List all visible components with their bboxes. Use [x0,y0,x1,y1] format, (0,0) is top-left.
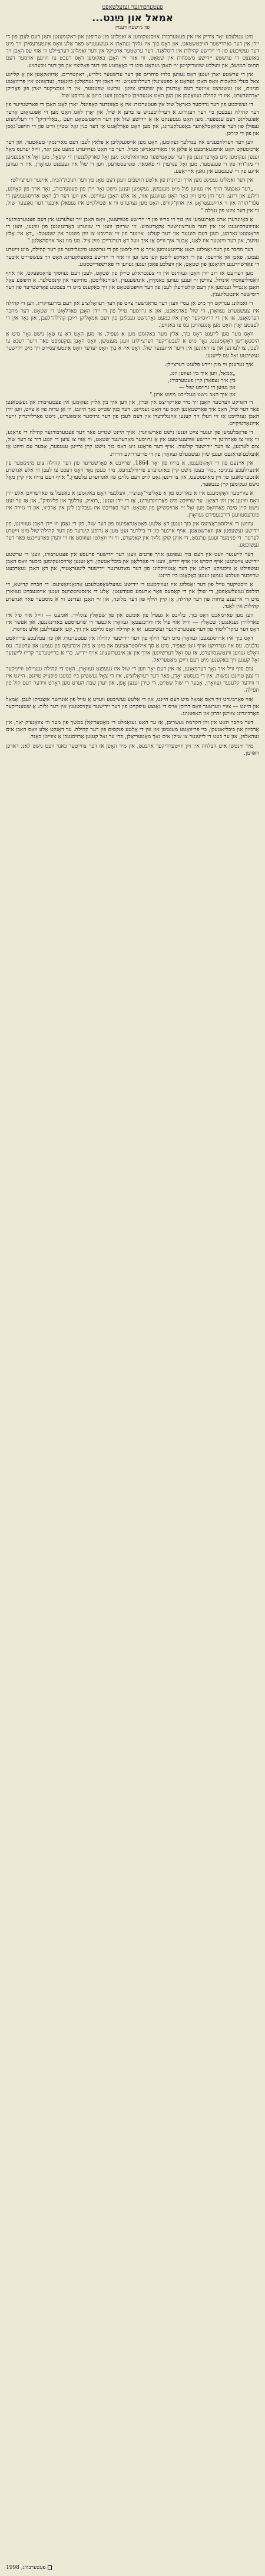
paragraph: צום סוף וויל איך נאָך דערמאָנען, אַז אין דעם יאָר ווען די שול איז געעפנט געוואָרן, האָט די קהילה געציילט ווייניקער ווי צען טויזנט נפשות. אין די בעסטע יאָרן, פאַר דער רעוואָלוציע, איז די צאָל געשטיגן ביז כמעט פופציק טויזנט. היינט איז זי ווידער קלענער געוואָרן, אָבער די שול שטייט, די טירן זענען אָפן, און יעדן שבת הערט מען דאָרט ווידער דעם קול פון תּפֿילה. [6,665,259,694]
paragraph: אין דער זאַמלונג געפינט מען אויך זכרונות פון אַלטע תּושבֿים וועגן דעם טאָג פון דער חנוכת־הבית. איינער דערציילט: [11,176,253,183]
paragraph: אַ צווייטער דאָקומענט איז אַ באַריכט פון אַ פּאָליציי־אָפיציר, וועלכער האָט באַקומען אַ באַפעל צו פאַרשרײַבן אַלע יידן וואָס וווינען אין זײַן ראַיאָן. ער שרײַבט מיט פאַרוווּנדערונג, אַז די יידן זענען ,,רואיק, ערלעך און פלײַסיק", און אַז ער זעט נישט קיין סיבה פאַרוואָס מען זאָל זיי אַרויסשיקן פון שטאָט. דער באַריכט איז געבליבן ליגן אין אַרכיוו, און די גזירה איז פונדעסטוועגן דורכגעפירט געוואָרן. [6,490,259,518]
paragraph: מען דערזעט אַז רוב יידן האָבן געוווינט אין די צענטראַלע טיילן פון שטאָט, לעבן דעם נעווסקי פּראָספּעקט, און אויף וואַסיליעווסקי אינדזל. צווישן זיי זענען געווען באַנקירן, אינזשענערן, זשורנאַליסטן, מוזיקער און קינסטלער. אַ היפּשע צאָל האָבן אָנטייל גענומען אין דעם קולטורעלן לעבן פון דער הויפּטשטאָט און זיך באַקענט מיט די בעסטע פאָרשטייער פון דער רוסישער אינטעליגענץ. [6,269,259,298]
paragraph: דער מחבר פון דער זאַמלונג האָט אַרײַנגענומען אויך אַ ריי ליסטן פון די ערשטע מיטגלידער פון דער קהילה, מיט זייערע נעמען, פאַכן און אַדרעסן. פון די דאָזיקע ליסטן קען מען זען ווי אַזוי די יידישע באַפעלקערונג האָט זיך צעשפּרייט איבער די פאַרשיידענע ראַיאָנען פון שטאָט, און וועלכע פאַכן זענען געווען די פאַרשפּרייטסטע. [6,246,259,268]
paragraph: וואָס מער מען לייענט דאָס בוך, אַלץ מער באַקומט מען אַ געפיל, אַז מען האָט דאָ צו טאָן נישט נאָר מיט אַ היסטאָרישן דאָקומענט, נאָר מיט אַ לעבעדיקער דערציילונג וועגן מענטשן, וואָס האָבן געקעמפט פאַר זייער רעכט צו לעבן, צו לערנען און צו דאַוונען אין זייער אייגענער שול. דאָס איז אַ בוך וואָס יעדער וואָס אינטערעסירט זיך מיט יידישער געשיכטע זאָל עס לייענען. [6,331,259,359]
paragraph: מיט עטלעכע יאָר צוריק איז אין פעטערבורג אויסגעקומען א זאמלונג פון שריפטן און דאקומענטן וועגן דעם לעבן פון די יידן אין דער נארדישער הויפטשטאט, און דאָס בוך איז גלײַך געוואָרן א געשעעניש פאַר אַלע וואָס אינטערעסירן זיך מיט דער געשיכטע פון די יידישע קהילות אין רוסלאַנד. דער ערשטער אַרטיקל אין דער זאַמלונג דערציילט ווי אַזוי עס האָבן זיך באַזעצט די ערשטע יידישע משפּחות אין שטאָט, ווי אַזוי זיי האָבן באַקומען דאָס רעכט צו וווינען אויסער דעם תּחום־המושבֿ, און וועלכע שוועריקייטן זיי האָבן געהאַט מיט די באַאַמטע פון דער פּאָליציי און פון דער גובערניע. [6,34,259,69]
paragraph: מיר ווינטשן אים הצלחה אין זײַן ווײַטערדיקער אַרבעט, און מיר האָפן אַז דער צווייטער באַנד וועט נישט לאַנג דאַרפן וואַרטן. [6,742,259,756]
paragraph: צווישן די אילוסטראַציעס אין בוך זענען דאָ אַלטע פאָטאָגראַפיעס פון דער שול, פון די גאַסן וווּ יידן האָבן געוווינט, פון יידישע געשעפטן און וואַרשטאַטן. אויף איינער פון די בילדער זעט מען אַ גרופּע קינדער פון דער קהילה־שול מיט זייערע לערער. די פּנימער זענען ערנסט, די אויגן קוקן גלײַך אין קאַמערע, ווי זיי וואָלטן געוווּסט אַז זיי ווערן פאַרצייכנט פאַר דער געשיכטע. [6,521,259,549]
paragraph: „דער גאַנצער הויף איז געווען פול מיט מענטשן. געקומען זענען נישט נאָר יידן פון פעטערבורג, נאָר אויך פון קאָוונע, ווילנע און ריגע. דער חזן מיט זײַן כאָר האָט געזונגען אַזוי, אַז אַלע האָבן געוויינט. און ווען דער רבֿ האָט אַרויסגענומען די ספֿר־תּורה און זי אַרײַנגעטראָגן אין ארון־קודש, האָט מען געהערט ווי אַ שטילקייט איז געפאַלן איבער דער גאַנצער שול, ווי אין דער צײַט פון נעילה." [6,186,259,214]
paragraph: דאָס בוך איז אַרויסגעגעבן געוואָרן מיט דער הילף פון דער יידישער קהילה אין פעטערבורג און פון עטלעכע פּריוואַטע נדבֿנים. עס איז געדרוקט אויף גוטן פּאַפּיר, מיט אַ סך אילוסטראַציעס און מיט אַ פולן אינדעקס פון נעמען און ערטער. עס וואָלט געווען ווינטשנסווערט, אַז עס זאָל דערשײַנען אויך אין אַן איבערזעצונג אויף יידיש, כּדי אַ ברייטערער קרייז לייענער זאָל קענען זיך באַקענען מיט דעם רײַכן מאַטעריאַל. [6,635,259,663]
section-label: פעטערבורגער געזעלשאפט [102,4,163,11]
article-footer [6,2564,52,2571]
paragraph: אַ וויכטיקער טייל פון דער זאַמלונג איז געווידמעט די יידישע געזעלשאַפטלעכע אָרגאַניזאַציעס: די חבֿרה קדישא, די הילפס־געזעלשאַפטן, די שולן און די קאַסעס פאַר אָרעמע סטודענטן. אַלע די אינסטיטוציעס זענען אויפגעבויט געוואָרן מיט די אייגענע כּוחות פון דער קהילה, אָן קיין הילף פון דער מלוכה, און זיי האָבן געדינט ווי אַ מוסטער פאַר אַנדערע קהילות אין לאַנד. [6,581,259,610]
footer-text: פעטערבורג, 1998 [6,2565,46,2571]
paragraph: ווען מען פאַרמאַכט דאָס בוך, בלײַבט אַ געפיל פון אומעט און פון שטאָלץ צוגלײַך. אומעט — ווײַל אַזוי פיל איז פאַרלוירן געגאַנגען; שטאָלץ — ווײַל אַזוי פיל איז דורכגעטאָן געוואָרן אונטער די שווערסטע באַדינגונגען. און אפשר איז דאָס דער עיקר־לימוד פון דער פעטערבורגער געשיכטע: אַז אַ קהילה וואָס גלייבט אין זיך, קען איבערלעבן אַלע נסיונות. [6,611,259,633]
paragraph: אין איינעם פון די דאָקומענטן, אַ בריוו פון יאָר 1864, שרײַבט אַ פאָרשטייער פון דער קהילה צום מיניסטער פון אינערלעכע ענינים: „מיר בעטן נישט קיין באַזונדערע פּריווילעגיעס, מיר בעטן נאָר דאָס רעכט צו לעבן ווי אַלע אַנדערע אונטערטאַנען פון זײַן מאַיעסטעט, און צו דינען גאָט לויט דעם גלויבן פון אונדזערע עלטערן." אויף דעם בריוו איז קיין מאָל נישט געקומען קיין ענטפער. [6,459,259,488]
paragraph: אַ באַזונדערן אָרט פאַרנעמען אין בוך די בריוו פון די יידישע סטודענטן, וואָס האָבן זיך געלערנט אין דעם פעטערבורגער אוניווערסיטעט און אין דער מעדיצינישער אַקאַדעמיע. זיי שרײַבן וועגן די שווערע באַדינגונגען פון וווינען, וועגן די פּראָצענט־נאָרמע, וועגן דעם הונגער און דער קעלט. איינער פון זיי שרײַבט צו זײַן מוטער אין שטעטל: „דאָ איז אַלץ טײַער, און דער ווינטער איז לאַנג, אָבער איך ווייס אַז איך וועל דאָ דערגרייכן מײַן ציל. מע מוז נאָר אויסהאַלטן." [6,216,259,245]
paragraph: אַזוי פאַרבינדט זיך דאָס אַמאָל מיט דעם היינט, און די אַלטע געשיכטע ווערט אַ טייל פון אונדזער איצטיקן לעבן. אַמאָל און היינט — צוויי ווערטער וואָס דריקן אויס די גאַנצע טיפקייט פון דער יידישער עקזיסטענץ אין דער גלות: אַ שטענדיקער פאַרבינדונג צווישן זכּרון און האָפענונג. [6,696,259,717]
paragraph: די דאָזיקע ווערטער האָבן זיך מיר פאַרקריצט אין זכּרון, און ווען איך בין אַליין געקומען אין פעטערבורג און געשטאַנען פאַר דער שול, האָב איך פאַרשטאַנען וואָס ער האָט געמיינט. דער בנין שטייט נאָך היינט, ווי אַן עדות פון אַ צײַט, ווען יידן האָבן געגלייבט אַז זיי וועלן זיך קענען אײַנגלידערן אין דעם לעבן פון דער גרויסער אימפּעריע, נישט פאַרלירנדיק זייער אייגנאַרטיקייט. [6,399,259,427]
paragraph: דער לייענער וועט אין דעם בוך געפינען אויך פּרטים וועגן דער יידישער פרעסע אין פעטערבורג, וועגן די ערשטע יידישע צײַטונגען אויף רוסיש און אויף יידיש, וועגן די פאַרלאַגן און ביבליאָטעקן. דאָ זענען אַרויסגעקומען ביכער וואָס האָבן געשפּילט אַ וויכטיקע ראָלע אין דער אַנטוויקלונג פון דער מאָדערנער יידישער ליטעראַטור, און דאָ האָבן געאַרבעט שרײַבער וועלכע נעמען זענען באַקאַנט ביז היינט. [6,551,259,580]
article-byline: פון מ׳שעה דעמין [115,25,150,31]
paragraph: דער מחבר האָט אין זײַן הקדמה געשריבן, אַז ער האָט געזאַמלט די מאַטעריאַלן במשך פון מער ווי צוואַנציק יאָר, אין אַרכיוון און ביבליאָטעקן, ביי פּריוואַטע מענטשן און אין די אַלטע פּנקסים פון דער קהילה. ער דאַנקט אַלע וואָס האָבן אים געהאָלפן, און ער בעט די לייענער צו שיקן אים נאָך מאַטעריאַלן, כּדי ער זאָל קענען אַרויסגעבן אַ צווייטן באַנד. [6,719,259,741]
paragraph: ווען דער דערלויבעניש איז ענדלעך געקומען, האָט מען אויסגעקליבן אַ פּלאַץ לעבן דעם מאַרינסקי טעאַטער, און דער אַרכיטעקט האָט אויסגעאַרבעט אַ פּלאַן אין מאַוריטאַנישן סטיל. דער בוי האָט געדויערט כמעט צען יאָר, ווײַל יעדעס מאָל זענען געקומען נײַע פאָדערונגען פון דער שטאָטישער פאַרוואַלטונג: מען זאָל פאַרקלענערן די קופּאָל, מען זאָל אַראָפּנעמען די מגן־דוד פון די פענצטער, מען זאָל ענדערן די פֿאַסאַד. פונדעסטוועגן, ווען די שול איז געעפנט געוואָרן, איז זי געווען איינע פון די שענסטע אין גאַנץ אייראָפּע. [6,139,259,175]
article-headline: אמאל און נײַנט... [91,12,174,24]
paragraph: די פּראָבלעמען פון יענער צײַט זענען נישט פאַרשוווּנדן. אויך היינט שטייט פאַר דער פעטערבורגער קהילה די פראַגע, ווי אַזוי צו פאַרהיטן די יידישע אידענטיטעט אין אַ גרויסער מאָדערנער שטאָט, ווי אַזוי צו ציִען די יונגע דור צו דער שול, צום לערנען, צו דער יידישער קולטור. אויף דער פראַגע גיט דאָס בוך נישט קיין גרייטן ענטפער, אָבער עס ווײַזט אַז אַזעלכע פראַגעס זענען שוין געשטעלט געוואָרן פון די פריערדיקע דורות. [6,429,259,458]
paragraph: די זאַמלונג ענדיקט זיך מיט אַן עסיי וועגן דער טראַגישער צײַט פון דער רעוואָלוציע און דעם בירגערקריג, ווען די קהילה איז צעשטערט געוואָרן, די שול פאַרמאַכט, און אַ גרויסער טייל פון די יידן האָבן פאַרלאָזט די שטאָט. דער מחבר דערמאָנט, אַז אין די דרײַסיקער יאָרן איז כמעט גאָרנישט געבליבן פון דעם אַמאָליקן רײַכן קהילה־לעבן, און נאָר אין די לעצטע יאָרן האָט מען אָנגעהויבן עס צו באַנײַען. [6,300,259,328]
paragraph: אין די ערשטע יאָרן זענען דאָס געווען בלויז סוחרים פון דער ערשטער גילדיע, דאָקטוירים, אַדוואָקאַטן און אַ קליינע צאָל בעלי־מלאָכות וואָס האָבן געהאַט אַ ספּעציעלן דערלויבעניש. זיי האָבן זיך געהאַלטן בײַנאַנד, געדאַוונט אין פּריוואַטע מנינים, און געשטיצט איינער דעם אַנדערן אין שווערע צײַטן. ערשט שפּעטער, אין די זעכציקער יאָרן פון פאַריקן יאָרהונדערט, איז די קהילה געוואַקסן און מען האָט אָנגעהויבן טראַכטן וועגן בויען אַ גרויסע שול. [6,71,259,100]
paragraph: איך געדענק ווי מײַן זיידע פלעגט דערציילן: [164,361,253,368]
end-marker-icon [48,2565,52,2570]
paragraph: די געשיכטע פון דער גרויסער כאָראַל־שול אין פעטערבורג איז אַ באַזונדער קאַפּיטל. יאָרן לאַנג האָבן די פאָרשטייער פון דער קהילה געבעטן ביי דער רעגירונג אַ דערלויבעניש צו בויען אַ שול, און יאָרן לאַנג האָט מען זיי אָפּגעזאָגט אָדער אָפּגעלייגט דעם ענטפער. מען האָט געטענהט אַז אַ יידישע שול אין דער הויפּטשטאָט וועט ,,באַליידיקן" די רעליגיעזע געפילן פון דער פּראַוואָסלאַווער באַפעלקערונג, און מען האָט פאַרלאַנגט אַז דער בנין זאָל שטיין ווייט פון די הויפּט־גאַסן און פון די קירכן. [6,101,259,137]
verse-line: און געזען די גרויסע שול — [178,384,236,392]
verse-line: בין איך געפאָרן קיין פעטערבורג, [168,377,236,384]
article-body [6,34,259,2563]
verse-line: און איך האָב נישט געגלייבט מײַנע אויגן." [149,392,236,399]
verse-line: „אַמאָל, ווען איך בין געווען יונג, [169,370,236,377]
